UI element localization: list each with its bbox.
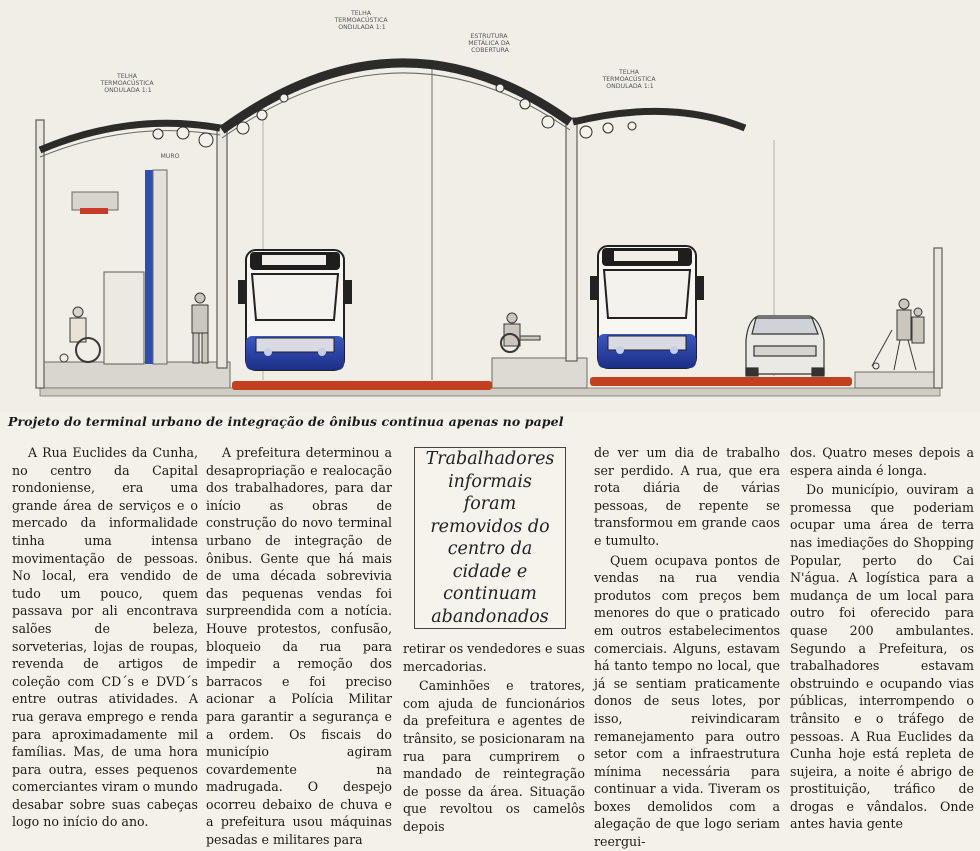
people-right-icon bbox=[872, 299, 924, 370]
pull-quote-box bbox=[414, 447, 566, 629]
paragraph: dos. Quatro meses depois a espera ainda é longa. bbox=[790, 445, 974, 478]
label-telha-center: TELHA TERMOACÚSTICA ONDULADA 1:1 bbox=[334, 10, 388, 31]
photo-caption: Projeto do terminal urbano de integração de ônibus continua apenas no papel bbox=[8, 414, 564, 429]
bus-left-icon bbox=[238, 250, 352, 370]
label-telha-right: TELHA TERMOACÚSTICA ONDULADA 1:1 bbox=[602, 69, 656, 90]
article-column-5 bbox=[790, 444, 974, 833]
paragraph: de ver um dia de trabalho ser perdido. A rua, que era rota diária de várias pessoas, de repente se transformou em grande caos e tumulto. bbox=[594, 445, 780, 548]
article-column-1 bbox=[12, 444, 198, 831]
paragraph: A prefeitura determinou a desapropriação e realocação dos trabalhadores, para dar início as obras de construção do novo terminal urbano de integração de ônibus. Gente que há mais de uma década sobrevivia das pequenas vendas foi surpreendida com a notícia. Houve protestos, confusão, bloqueio da rua para impedir a remoção dos barracos e foi preciso acionar a Polícia Militar para garantir a segurança e a ordem. Os fiscais do município agiram covardemente na madrugada. O despejo ocorreu debaixo de chuva e a prefeitura usou máquinas pesadas e militares para bbox=[206, 445, 392, 848]
label-estrutura: ESTRUTURA METÁLICA DA COBERTURA bbox=[468, 33, 510, 54]
paragraph: Quem ocupava pontos de vendas na rua vendia produtos com preços bem menores do que o praticado em outros estabelecimentos comerciais. Alguns, estavam há tanto tempo no local, que já se sentiam praticamente donos de seus lotes, por isso, reivindicaram remanejamento para outro setor com a infraestrutura mínima necessária para continuar a vida. Tiveram os boxes demolidos com a alegação de que logo seriam reergui- bbox=[594, 552, 780, 850]
person-bench-icon bbox=[501, 313, 540, 352]
terminal-project-drawing bbox=[0, 0, 980, 412]
pull-quote-text: Trabalhadores informais foram removidos do centro da cidade e continuam abandonados bbox=[425, 449, 555, 627]
paragraph: retirar os vendedores e suas mercadorias. bbox=[403, 641, 585, 674]
label-telha-left: TELHA TERMOACÚSTICA ONDULADA 1:1 bbox=[100, 73, 154, 94]
article-column-4 bbox=[594, 444, 780, 851]
car-icon bbox=[746, 316, 824, 376]
article-column-3 bbox=[403, 640, 585, 836]
paragraph: Do município, ouviram a promessa que poderiam ocupar uma área de terra nas imediações do Shopping Popular, perto do Cai N'água. A logística para a mudança de um local para outro foi oferecido para quase 200 ambulantes. Segundo a Prefeitura, os trabalhadores estavam obstruindo e ocupando vias públicas, interrompendo o trânsito e o tráfego de pessoas. A Rua Euclides da Cunha hoje está repleta de sujeira, a noite é abrigo de prostituição, tráfico de drogas e vândalos. Onde antes havia gente bbox=[790, 482, 974, 832]
person-standing-left-icon bbox=[192, 293, 208, 363]
paragraph: A Rua Euclides da Cunha, no centro da Capital rondoniense, era uma grande área de serviços e o mercado da informalidade tinha uma intensa movimentação de pessoas. No local, era vendido de tudo um pouco, quem passava por ali encontrava salões de beleza, sorveterias, lojas de roupas, revenda de artigos de coleção com CD´s e DVD´s entre outras atividades. A rua gerava emprego e renda para aproximadamente mil famílias. Mas, de uma hora para outra, esses pequenos comerciantes viram o mundo desabar sobre suas cabeças logo no início do ano. bbox=[12, 445, 198, 830]
paragraph: Caminhões e tratores, com ajuda de funcionários da prefeitura e agentes de trânsito, se posicionaram na rua para cumprirem o mandado de reintegração de posse da área. Situação que revoltou os camelôs depois bbox=[403, 678, 585, 834]
bus-right-icon bbox=[590, 246, 704, 368]
label-muro: MURO bbox=[160, 153, 180, 160]
article-column-2 bbox=[206, 444, 392, 849]
person-wheelchair-icon bbox=[60, 307, 100, 362]
